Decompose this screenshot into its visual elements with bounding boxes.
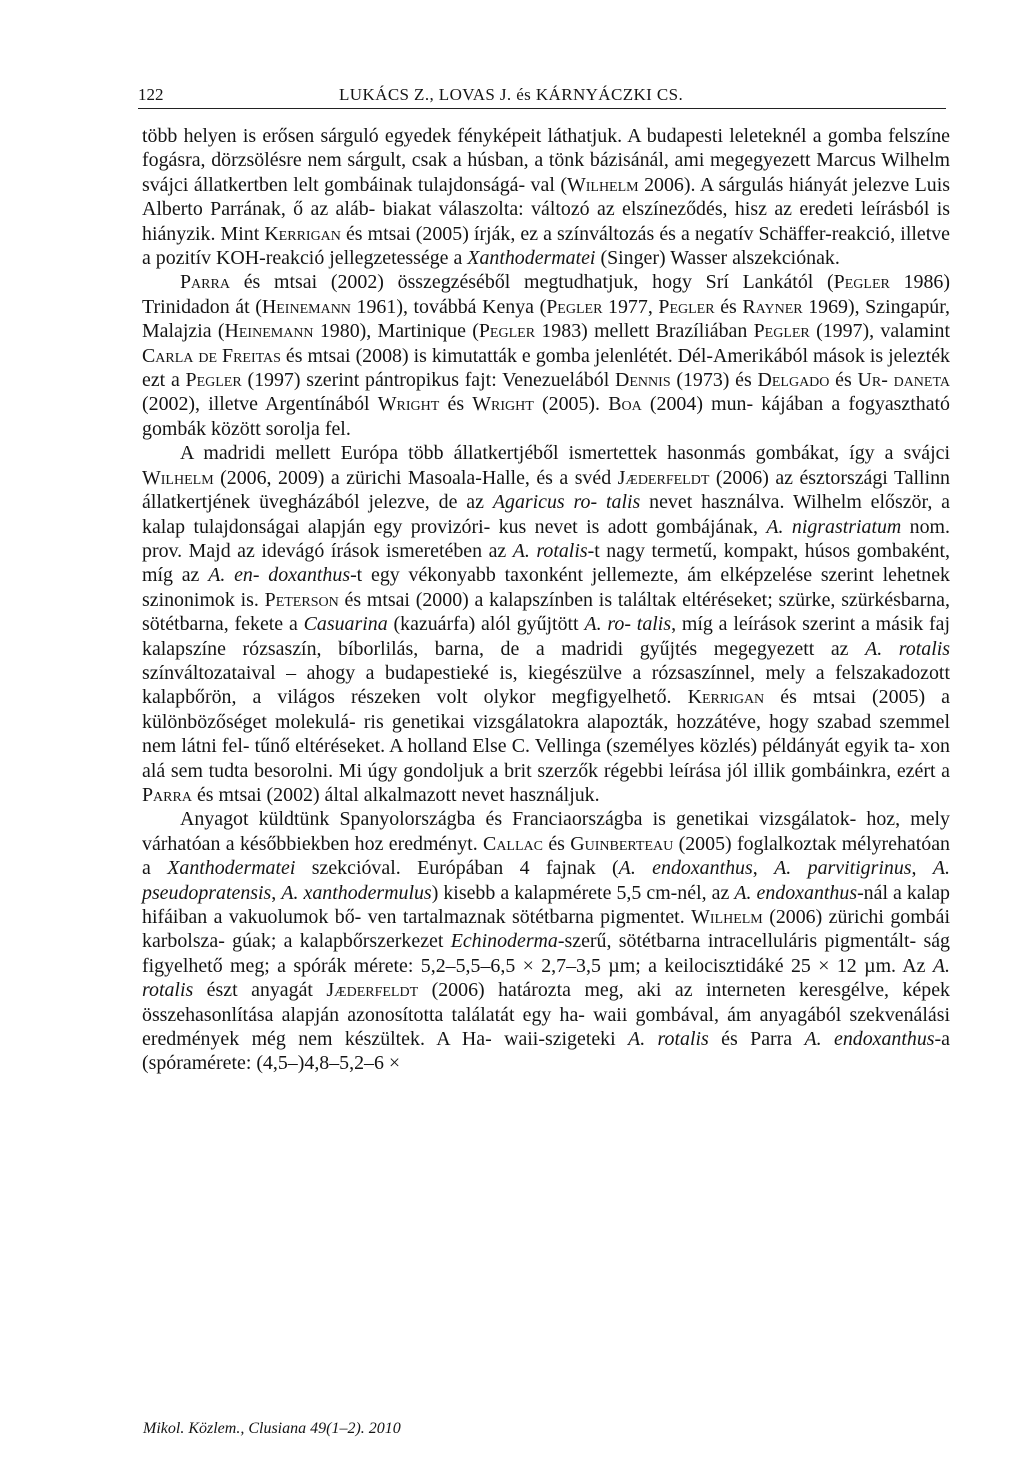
running-title: LUKÁCS Z., LOVAS J. és KÁRNYÁCZKI CS. — [339, 85, 684, 104]
author-name: Rayner — [742, 295, 803, 318]
text-run: 1977, — [602, 295, 659, 318]
text-run: , míg a leírások szerint a másik faj kalapszíne rózsaszín, bíborlilás, barna, de a madridi gyűjtés megegyezett az — [142, 613, 950, 660]
text-run: és mtsai (2005) a különbözőséget molekulá- ris genetikai vizsgálatokra alapozták, hozzátéve, hogy szabad szemmel nem látni fel- tűnő eltéréseket. A holland Else C. Vellinga (személyes közlés) példányát egyik ta- xon alá sem tudta besorolni. Mi úgy gondoljuk a brit szerzők régebbi leírása jól illik gombáinkra, ezért a — [142, 686, 950, 782]
author-name: Heinemann — [224, 320, 314, 343]
text-run: 1969), Szingapúr, Malajzia ( — [142, 295, 951, 343]
text-run: és mtsai (2002) összegzéséből megtudhatjuk, hogy Srí Lankától ( — [229, 271, 834, 294]
taxon-name: A. en- doxanthus — [208, 564, 351, 587]
text-run: (1997), valamint — [809, 320, 951, 343]
author-name: Heinemann — [261, 295, 351, 318]
text-run: nom. prov. Majd az idevágó írások ismeretében az — [142, 515, 950, 562]
taxon-name: A. nigrastriatum — [766, 515, 902, 538]
text-run: ) kisebb a kalapmérete 5,5 cm-nél, az — [431, 881, 735, 904]
author-name: Pegler — [833, 271, 890, 294]
text-run: -t nagy termetű, kompakt, húsos gombaként, míg az — [142, 539, 950, 587]
author-name: Jæderfeldt — [326, 979, 419, 1002]
text-run: , — [271, 881, 282, 904]
text-run: (2006, 2009) a zürichi Masoala-Halle, és a svéd — [213, 466, 618, 489]
text-run: és Parra — [708, 1028, 805, 1051]
taxon-name: A. rotalis — [628, 1028, 709, 1051]
author-name: Wilhelm — [142, 466, 214, 489]
text-run: 1983) mellett Brazíliában — [535, 320, 754, 343]
text-run: (kazuárfa) alól gyűjtött — [387, 613, 585, 636]
taxon-name: A. endoxanthus — [804, 1028, 935, 1051]
taxon-name: Agaricus ro- talis — [492, 491, 641, 514]
text-run: A madridi mellett Európa több állatkertjéből ismertettek hasonmás gombákat, így a svájci — [180, 442, 950, 465]
taxon-name: A. rotalis — [512, 539, 588, 562]
text-run: észt anyagát — [193, 979, 327, 1002]
page-number: 122 — [138, 85, 164, 104]
author-name: Carla de Freitas — [142, 344, 281, 367]
author-name: Wilhelm — [566, 173, 639, 196]
paragraph-4 — [142, 807, 950, 1075]
taxon-name: Xanthodermatei — [467, 247, 596, 270]
taxon-name: A. endoxanthus — [618, 857, 753, 880]
author-name: Wright — [472, 393, 534, 416]
text-run: és mtsai (2008) is kimutatták e gomba jelenlétét. Dél-Amerikából mások is jelezték ezt a — [142, 344, 950, 392]
author-name: Parra — [142, 783, 192, 806]
text-run: (2006) határozta meg, aki az interneten keresgélve, képek összehasonlítása alapján azonosította találatát egy ha- waii gombával, ám anyagából szekvenálási eredmények még nem készültek. A Ha- waii-szigeteki — [142, 979, 950, 1051]
text-run: -t egy vékonyabb taxonként jellemezte, ám elképzelése szerint lehetnek szinonimok is. — [142, 564, 951, 611]
author-name: Ur- daneta — [857, 369, 951, 392]
author-name: Pegler — [185, 369, 242, 392]
author-name: Peterson — [264, 588, 339, 611]
taxon-name: A. parvitigrinus — [774, 857, 912, 880]
text-run: 1961), továbbá Kenya ( — [350, 295, 547, 318]
text-run: és — [439, 393, 473, 416]
article-body — [142, 124, 950, 1076]
text-run: 1980), Martinique ( — [313, 320, 479, 343]
paragraph-3 — [142, 441, 950, 807]
author-name: Wright — [377, 393, 440, 416]
text-run: (2002), illetve Argentínából — [142, 393, 378, 416]
text-run: (2005) foglalkoztak mélyrehatóan a — [142, 832, 951, 880]
text-run: (1973) és — [670, 369, 758, 392]
text-run: és mtsai (2005) írják, ez a színváltozás és a negatív Schäffer-reakció, illetve a pozitív KOH-reakció jellegzetessége a — [142, 222, 951, 270]
text-run: , — [752, 857, 775, 880]
text-run: -a (spóramérete: (4,5–)4,8–5,2–6 × — [142, 1028, 950, 1075]
taxon-name: A. pseudopratensis — [142, 857, 951, 904]
journal-citation: Mikol. Közlem., Clusiana 49(1–2). 2010 — [143, 1420, 401, 1437]
author-name: Guinberteau — [570, 832, 674, 855]
author-name: Pegler — [546, 295, 603, 318]
text-run: -szerű, sötétbarna intracelluláris pigmentált- ság figyelhető meg; a spórák mérete: 5,2–5,5–6,5 × 2,7–3,5 µm; a keilocisztidáké 25 × 12 µm. Az — [142, 930, 951, 977]
text-run: , — [911, 857, 933, 880]
taxon-name: A. ro- talis — [584, 613, 672, 636]
author-name: Boa — [608, 393, 642, 416]
text-run: (Singer) Wasser alszekciónak. — [595, 247, 840, 270]
taxon-name: A. rotalis — [865, 637, 950, 660]
text-run: és — [714, 295, 743, 318]
author-name: Pegler — [753, 320, 810, 343]
taxon-name: Xanthodermatei — [167, 857, 296, 880]
text-run: és — [542, 832, 571, 855]
text-run: szekcióval. Európában 4 fajnak ( — [295, 857, 619, 880]
text-run: nevet használva. Wilhelm először, a kalap tulajdonságai alapján egy provizóri- kus nevet is adott gombájának, — [142, 491, 950, 538]
text-run: (1997) szerint pántropikus fajt: Venezuelából — [241, 369, 616, 392]
author-name: Kerrigan — [687, 686, 765, 709]
page-header — [138, 84, 946, 109]
text-run: és mtsai (2000) a kalapszínben is találtak eltéréseket; szürke, szürkésbarna, sötétbarna, fekete a — [142, 588, 950, 636]
paragraph-2 — [142, 270, 950, 441]
author-name: Wilhelm — [691, 906, 763, 928]
author-name: Parra — [180, 271, 230, 294]
text-run: (2005). — [533, 393, 609, 416]
text-run: színváltozataival – ahogy a budapestieké is, kiegészülve a rózsaszínnel, mely a felszakadozott kalapbőrön, a világos részeken volt olykor megfigyelhető. — [142, 661, 950, 709]
text-run: 2006). A sárgulás hiányát jelezve Luis Alberto Parrának, ő az aláb- biakat válaszolta: változó az elszíneződés, hisz az eredeti leírásból is hiányzik. Mint — [142, 173, 950, 245]
text-run: (2004) mun- kájában a fogyasztható gombák között sorolja fel. — [142, 393, 950, 440]
author-name: Jæderfeldt — [617, 466, 710, 489]
taxon-name: Casuarina — [303, 613, 388, 636]
taxon-name: A. endoxanthus — [734, 881, 858, 904]
paragraph-1 — [142, 124, 950, 270]
text-run: több helyen is erősen sárguló egyedek fényképeit láthatjuk. A budapesti leleteknél a gomba felszíne fogásra, dörzsölésre nem sárgult, csak a húsban, a tönk bázisánál, ami megegyezett Marcus Wilhelm svájci állatkertben lelt gombáinak tulajdonságá- val ( — [142, 125, 950, 196]
taxon-name: Echinoderma — [450, 930, 558, 953]
text-run: (2006) az észtországi Tallinn állatkertjének üvegházából jelezve, de az — [142, 466, 950, 514]
text-run: Anyagot küldtünk Spanyolországba és Franciaországba is genetikai vizsgálatok- hoz, mely várhatóan a későbbiekben hoz eredményt. — [142, 808, 950, 855]
author-name: Delgado — [757, 369, 830, 392]
text-run: -nál a kalap hifáiban a vakuolumok bő- ven tartalmaznak sötétbarna pigmentet. — [142, 881, 950, 928]
text-run: és — [829, 369, 858, 392]
author-name: Pegler — [478, 320, 536, 343]
author-name: Kerrigan — [264, 222, 341, 245]
text-run: 1986) Trinidadon át ( — [142, 271, 950, 318]
taxon-name: A. xanthodermulus — [281, 881, 432, 904]
author-name: Callac — [483, 832, 543, 855]
text-run: és mtsai (2002) által alkalmazott nevet használjuk. — [191, 783, 600, 806]
taxon-name: A. rotalis — [142, 954, 950, 1002]
author-name: Pegler — [658, 295, 715, 318]
text-run: (2006) zürichi gombái karbolsza- gúak; a kalapbőrszerkezet — [142, 906, 950, 953]
author-name: Dennis — [615, 369, 671, 392]
